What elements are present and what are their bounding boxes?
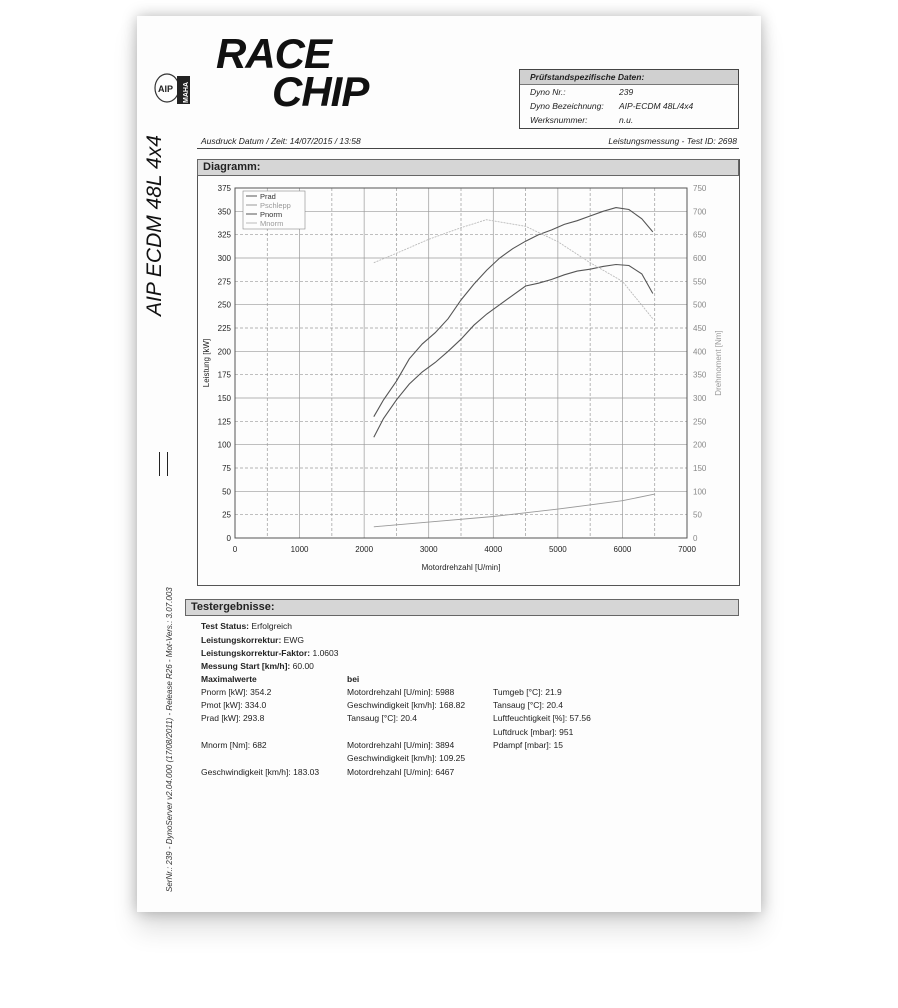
y-tick-label: 325 (217, 230, 231, 240)
measure-start-label: Messung Start [km/h]: (201, 661, 291, 671)
y-tick-label: 0 (226, 534, 231, 543)
spec-value: AIP-ECDM 48L/4x4 (619, 101, 694, 111)
power-correction (201, 635, 304, 645)
x-tick-label: 2000 (355, 545, 374, 554)
y2-tick-label: 600 (693, 254, 707, 263)
bei-label (347, 674, 359, 684)
racechip-logo (216, 30, 396, 115)
result-value: Prad [kW]: 293.8 (201, 713, 265, 723)
y-tick-label: 125 (217, 417, 231, 427)
series-line-pschlepp (374, 494, 655, 527)
result-value: Geschwindigkeit [km/h]: 183.03 (201, 767, 320, 777)
y-tick-label: 350 (217, 207, 231, 217)
dyno-spec-header: Prüfstandspezifische Daten: (520, 70, 738, 85)
y2-tick-label: 300 (693, 394, 707, 403)
y2-axis-label: Drehmoment [Nm] (714, 330, 723, 396)
dyno-chart (199, 176, 737, 584)
diagram-header: Diagramm: (197, 159, 739, 176)
y-tick-label: 175 (217, 370, 231, 380)
series-line-pnorm (374, 208, 653, 417)
result-value: Geschwindigkeit [km/h]: 109.25 (347, 753, 466, 763)
power-correction-label: Leistungskorrektur: (201, 635, 282, 645)
test-status (201, 621, 292, 631)
result-value: Pdampf [mbar]: 15 (493, 740, 563, 750)
spec-key: Dyno Nr.: (530, 87, 566, 97)
y2-tick-label: 700 (693, 207, 707, 217)
test-status-label: Test Status: (201, 621, 250, 631)
x-tick-label: 4000 (484, 545, 503, 554)
legend-label: Mnorm (260, 219, 284, 228)
spec-row (520, 85, 738, 99)
result-value: Pmot [kW]: 334.0 (201, 700, 267, 710)
legend-label: Pnorm (260, 210, 283, 219)
legend-label: Pschlepp (260, 201, 291, 210)
y-tick-label: 25 (222, 510, 231, 520)
test-status-value: Erfolgreich (251, 621, 293, 631)
result-value: Mnorm [Nm]: 682 (201, 740, 267, 750)
result-value: Tansaug [°C]: 20.4 (493, 700, 564, 710)
dyno-report-page (137, 16, 761, 912)
result-value: Motordrehzahl [U/min]: 6467 (347, 767, 455, 777)
y-tick-label: 75 (222, 464, 231, 473)
measure-start (201, 661, 314, 671)
maha-logo-text: MAHA (183, 82, 190, 103)
y2-tick-label: 0 (693, 534, 698, 543)
y2-tick-label: 550 (693, 277, 707, 287)
x-tick-label: 5000 (548, 545, 567, 554)
measure-start-value: 60.00 (292, 661, 314, 671)
spec-key: Dyno Bezeichnung: (530, 101, 604, 111)
x-tick-label: 0 (232, 545, 238, 554)
x-tick-label: 6000 (613, 545, 632, 554)
y-axis-label: Leistung [kW] (202, 338, 211, 388)
y2-tick-label: 200 (693, 440, 707, 450)
result-value: Luftfeuchtigkeit [%]: 57.56 (493, 713, 591, 723)
y2-tick-label: 400 (693, 347, 707, 357)
vertical-dyno-title-text: AIP ECDM 48L 4x4 (143, 135, 166, 316)
y-tick-label: 150 (217, 394, 231, 403)
y2-tick-label: 650 (693, 230, 707, 240)
y2-tick-label: 250 (693, 417, 707, 427)
spec-key: Werksnummer: (530, 115, 588, 125)
legend-label: Prad (260, 192, 276, 201)
dyno-spec-box (519, 69, 739, 129)
y-tick-label: 225 (217, 324, 231, 333)
max-values-label-text: Maximalwerte (201, 674, 257, 684)
y-tick-label: 100 (217, 440, 231, 450)
max-values-label (201, 674, 257, 684)
print-date: Ausdruck Datum / Zeit: 14/07/2015 / 13:58 (201, 136, 361, 146)
y-tick-label: 250 (217, 300, 231, 310)
logo-line-chip: CHIP (272, 68, 369, 115)
y-tick-label: 300 (217, 254, 231, 263)
result-value: Motordrehzahl [U/min]: 3894 (347, 740, 455, 750)
power-correction-value: EWG (283, 635, 304, 645)
x-tick-label: 7000 (678, 545, 696, 554)
y2-tick-label: 450 (693, 324, 707, 333)
correction-factor-label: Leistungskorrektur-Faktor: (201, 648, 311, 658)
y2-tick-label: 50 (693, 510, 702, 520)
result-value: Geschwindigkeit [km/h]: 168.82 (347, 700, 466, 710)
side-marks (157, 452, 171, 476)
x-tick-label: 1000 (290, 545, 309, 554)
y2-tick-label: 150 (693, 464, 707, 473)
spec-row (520, 99, 738, 113)
y-tick-label: 375 (217, 184, 231, 193)
result-value: Tumgeb [°C]: 21.9 (493, 687, 562, 697)
y-tick-label: 200 (217, 347, 231, 357)
spec-row (520, 113, 738, 127)
result-value: Pnorm [kW]: 354.2 (201, 687, 272, 697)
y-tick-label: 50 (222, 487, 231, 497)
x-axis-label: Motordrehzahl [U/min] (421, 563, 501, 572)
test-id: Leistungsmessung - Test ID: 2698 (608, 136, 737, 146)
bei-label-text: bei (347, 674, 360, 684)
logo-line-race: RACE (216, 30, 332, 77)
aip-maha-logo (153, 68, 193, 118)
aip-logo-text: AIP (158, 84, 174, 94)
vertical-version-footer-text: SerNr.: 239 - DynoServer v2.04.000 (17/08/2011) - Release R26 - Mot-Vers.: 3.07.003 (165, 587, 174, 892)
print-date-line (197, 134, 739, 149)
spec-value: 239 (619, 87, 634, 97)
result-value: Motordrehzahl [U/min]: 5988 (347, 687, 455, 697)
y2-tick-label: 500 (693, 300, 707, 310)
result-value: Luftdruck [mbar]: 951 (493, 727, 574, 737)
y2-tick-label: 750 (693, 184, 707, 193)
y-tick-label: 275 (217, 277, 231, 287)
result-value: Tansaug [°C]: 20.4 (347, 713, 418, 723)
correction-factor-value: 1.0603 (312, 648, 339, 658)
x-tick-label: 3000 (419, 545, 438, 554)
results-header: Testergebnisse: (185, 599, 739, 616)
y2-tick-label: 350 (693, 370, 707, 380)
spec-value: n.u. (619, 115, 634, 125)
correction-factor (201, 648, 338, 658)
y2-tick-label: 100 (693, 487, 707, 497)
